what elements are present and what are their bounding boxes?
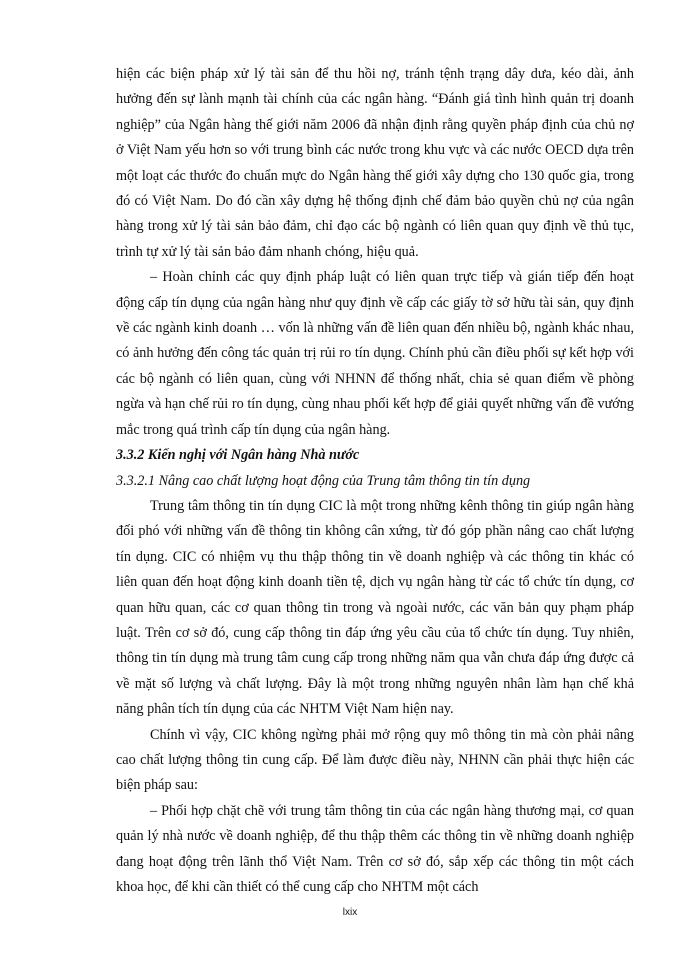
paragraph-legal-framework: – Hoàn chỉnh các quy định pháp luật có liên quan trực tiếp và gián tiếp đến hoạt động cấp tín dụng của ngân hàng như quy định về cấp các giấy tờ sở hữu tài sản, quy định về các ngành kinh doanh … vốn là những vấn đề liên quan đến nhiều bộ, ngành khác nhau, có ảnh hưởng đến công tác quản trị rủi ro tín dụng. Chính phủ cần điều phối sự kết hợp với các bộ ngành có liên quan, cùng với NHNN để thống nhất, chia sẻ quan điểm về phòng ngừa và hạn chế rủi ro tín dụng, cùng nhau phối kết hợp để giải quyết những vấn đề vướng mắc trong quá trình cấp tín dụng của ngân hàng. xyxy=(116,269,634,438)
section-heading-3-3-2: 3.3.2 Kiến nghị với Ngân hàng Nhà nước xyxy=(116,447,360,464)
paragraph-cic-measures: Chính vì vậy, CIC không ngừng phải mở rộng quy mô thông tin mà còn phải nâng cao chất lượng thông tin cung cấp. Để làm được điều này, NHNN cần phải thực hiện các biện pháp sau: xyxy=(116,726,634,794)
page-number: lxix xyxy=(342,907,358,918)
paragraph-continuation: hiện các biện pháp xử lý tài sản để thu hồi nợ, tránh tệnh trạng dây dưa, kéo dài, ảnh hưởng đến sự lành mạnh tài chính của các ngân hàng. “Đánh giá tình hình quản trị doanh nghiệp” của Ngân hàng thế giới năm 2006 đã nhận định rằng quyền pháp định của chủ nợ ở Việt Nam yếu hơn so với trung bình các nước trong khu vực và các nước OECD dựa trên một loạt các thước đo chuẩn mực do Ngân hàng thế giới xây dựng cho 130 quốc gia, trong đó có Việt Nam. Do đó cần xây dựng hệ thống định chế đảm bảo quyền chủ nợ của ngân hàng trong xử lý tài sản bảo đảm, chỉ đạo các bộ ngành có liên quan quy định về thủ tục, trình tự xử lý tài sản bảo đảm nhanh chóng, hiệu quả. xyxy=(116,66,634,260)
paragraph-cic-intro: Trung tâm thông tin tín dụng CIC là một trong những kênh thông tin giúp ngân hàng đối phó với những vấn đề thông tin không cân xứng, từ đó góp phần nâng cao chất lượng tín dụng. CIC có nhiệm vụ thu thập thông tin về doanh nghiệp và các thông tin khác có liên quan đến hoạt động kinh doanh tiền tệ, dịch vụ ngân hàng từ các tổ chức tín dụng, cơ quan hữu quan, các cơ quan thông tin trong và ngoài nước, các văn bản quy phạm pháp luật. Trên cơ sở đó, cung cấp thông tin đáp ứng yêu cầu của tổ chức tín dụng. Tuy nhiên, thông tin tín dụng mà trung tâm cung cấp trong những năm qua vẫn chưa đáp ứng được cả về mặt số lượng và chất lượng. Đây là một trong những nguyên nhân làm hạn chế khả năng phân tích tín dụng của các NHTM Việt Nam hiện nay. xyxy=(116,497,634,718)
subsection-heading-3-3-2-1: 3.3.2.1 Nâng cao chất lượng hoạt động của Trung tâm thông tin tín dụng xyxy=(116,472,531,489)
paragraph-coordination: – Phối hợp chặt chẽ với trung tâm thông tin của các ngân hàng thương mại, cơ quan quản lý nhà nước về doanh nghiệp, để thu thập thêm các thông tin về những doanh nghiệp đang hoạt động trên lãnh thổ Việt Nam. Trên cơ sở đó, sắp xếp các thông tin một cách khoa học, để khi cần thiết có thể cung cấp cho NHTM một cách xyxy=(116,802,634,895)
document-page xyxy=(116,62,634,900)
